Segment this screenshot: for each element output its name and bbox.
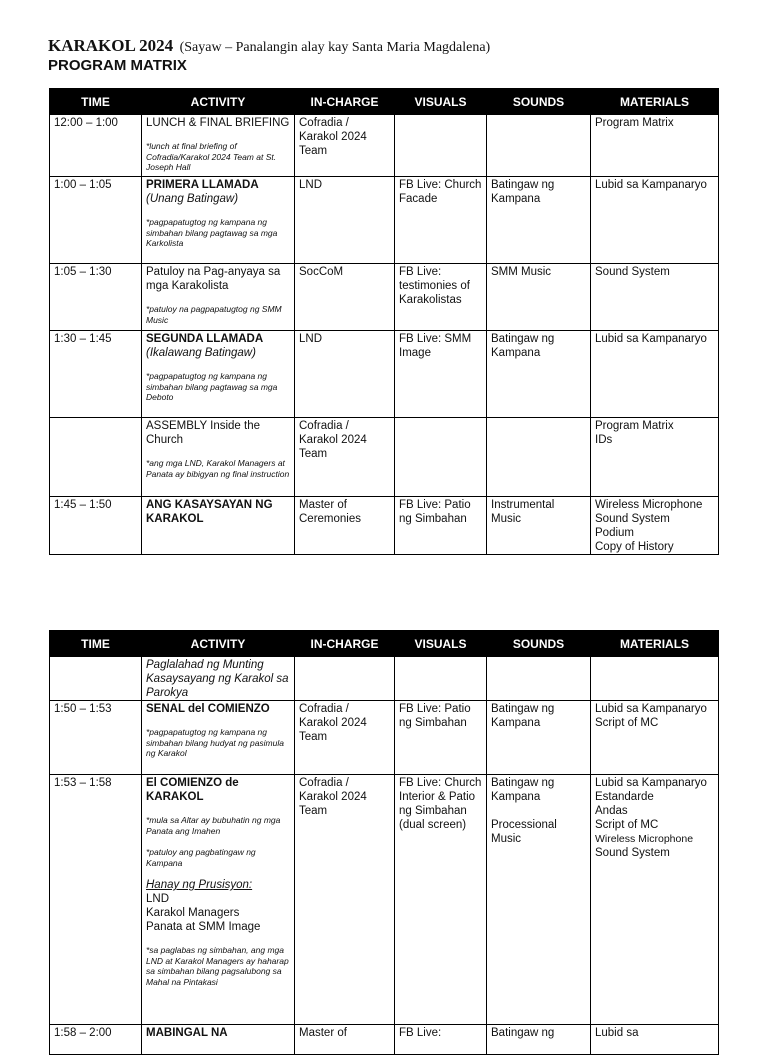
- cell-visuals: [395, 418, 487, 497]
- col-time: TIME: [50, 631, 142, 657]
- activity-note: *pagpapatugtog ng kampana ng simbahan bilang pagtawag sa mga Deboto: [146, 371, 278, 402]
- cell-sounds: Batingaw ng: [487, 1025, 591, 1055]
- cell-visuals: FB Live: Patio ng Simbahan: [395, 497, 487, 555]
- cell-sounds: SMM Music: [487, 264, 591, 331]
- cell-time: 1:50 – 1:53: [50, 701, 142, 775]
- cell-materials: Wireless Microphone Sound System Podium Copy of History: [591, 497, 719, 555]
- activity-subtitle: (Ikalawang Batingaw): [146, 347, 256, 359]
- cell-sounds: Instrumental Music: [487, 497, 591, 555]
- cell-in-charge: LND: [295, 331, 395, 418]
- activity-title: El COMIENZO de KARAKOL: [146, 777, 239, 803]
- table-row: [50, 701, 719, 775]
- cell-visuals: FB Live: SMM Image: [395, 331, 487, 418]
- cell-materials: Program Matrix IDs: [591, 418, 719, 497]
- table-row: [50, 115, 719, 177]
- title-main: KARAKOL 2024: [48, 36, 174, 55]
- activity-note: *pagpapatugtog ng kampana ng simbahan bilang pagtawag sa mga Karkolista: [146, 217, 278, 248]
- table-row: [50, 177, 719, 264]
- cell-sounds: [487, 775, 591, 1025]
- activity-title: SENAL del COMIENZO: [146, 703, 270, 715]
- cell-in-charge: Cofradia / Karakol 2024 Team: [295, 115, 395, 177]
- table-header-row: [50, 631, 719, 657]
- activity-title: LUNCH & FINAL BRIEFING: [146, 117, 290, 129]
- procession-order-list: LND Karakol Managers Panata at SMM Image: [146, 893, 261, 933]
- materials-list: Lubid sa Kampanaryo Estandarde Andas Script of MC: [595, 777, 707, 831]
- cell-activity: [142, 115, 295, 177]
- table-row: [50, 1025, 719, 1055]
- cell-time: [50, 657, 142, 701]
- activity-note: *patuloy na pagpapatugtog ng SMM Music: [146, 304, 282, 325]
- cell-visuals: FB Live: testimonies of Karakolistas: [395, 264, 487, 331]
- cell-time: 12:00 – 1:00: [50, 115, 142, 177]
- cell-time: 1:45 – 1:50: [50, 497, 142, 555]
- cell-time: 1:00 – 1:05: [50, 177, 142, 264]
- cell-activity: [142, 331, 295, 418]
- cell-visuals: FB Live: Patio ng Simbahan: [395, 701, 487, 775]
- table-row: [50, 657, 719, 701]
- activity-note: *pagpapatugtog ng kampana ng simbahan bilang hudyat ng pasimula ng Karakol: [146, 727, 284, 758]
- activity-note: *ang mga LND, Karakol Managers at Panata ay bibigyan ng final instruction: [146, 458, 290, 479]
- col-visuals: VISUALS: [395, 631, 487, 657]
- cell-visuals: FB Live:: [395, 1025, 487, 1055]
- table-row: [50, 331, 719, 418]
- col-in-charge: IN-CHARGE: [295, 89, 395, 115]
- table-row: [50, 264, 719, 331]
- cell-in-charge: [295, 657, 395, 701]
- col-activity: ACTIVITY: [142, 631, 295, 657]
- program-matrix-heading: PROGRAM MATRIX: [48, 57, 187, 74]
- activity-note: *sa paglabas ng simbahan, ang mga LND at Karakol Managers ay haharap sa simbahan bilang pagsalubong sa Mahal na Pintakasi: [146, 945, 289, 987]
- activity-note: *mula sa Altar ay bubuhatin ng mga Panata ang Imahen: [146, 815, 281, 836]
- col-sounds: SOUNDS: [487, 89, 591, 115]
- cell-in-charge: Cofradia / Karakol 2024 Team: [295, 418, 395, 497]
- col-materials: MATERIALS: [591, 89, 719, 115]
- cell-in-charge: SocCoM: [295, 264, 395, 331]
- activity-title: PRIMERA LLAMADA: [146, 179, 259, 191]
- col-activity: ACTIVITY: [142, 89, 295, 115]
- cell-activity: Paglalahad ng Munting Kasaysayang ng Karakol sa Parokya: [142, 657, 295, 701]
- cell-visuals: FB Live: Church Facade: [395, 177, 487, 264]
- cell-in-charge: Master of Ceremonies: [295, 497, 395, 555]
- cell-visuals: [395, 657, 487, 701]
- cell-time: 1:53 – 1:58: [50, 775, 142, 1025]
- cell-visuals: FB Live: Church Interior & Patio ng Simbahan (dual screen): [395, 775, 487, 1025]
- table-row: [50, 497, 719, 555]
- cell-sounds: [487, 115, 591, 177]
- col-in-charge: IN-CHARGE: [295, 631, 395, 657]
- program-matrix-table-1: [49, 88, 719, 555]
- cell-visuals: [395, 115, 487, 177]
- activity-title: Patuloy na Pag-anyaya sa mga Karakolista: [146, 266, 281, 292]
- activity-title: SEGUNDA LLAMADA: [146, 333, 264, 345]
- cell-materials: Lubid sa Kampanaryo Script of MC: [591, 701, 719, 775]
- activity-title: ASSEMBLY Inside the Church: [146, 420, 261, 446]
- cell-materials: [591, 775, 719, 1025]
- cell-activity: MABINGAL NA: [142, 1025, 295, 1055]
- sounds-item: Batingaw ng Kampana: [491, 777, 555, 803]
- cell-materials: Lubid sa Kampanaryo: [591, 331, 719, 418]
- program-matrix-table-2: [49, 630, 719, 1055]
- col-time: TIME: [50, 89, 142, 115]
- materials-item: Sound System: [595, 847, 670, 859]
- table-row: [50, 418, 719, 497]
- cell-sounds: [487, 418, 591, 497]
- cell-in-charge: Master of: [295, 1025, 395, 1055]
- col-visuals: VISUALS: [395, 89, 487, 115]
- cell-sounds: Batingaw ng Kampana: [487, 177, 591, 264]
- cell-in-charge: Cofradia / Karakol 2024 Team: [295, 701, 395, 775]
- document-title: [48, 36, 490, 56]
- col-sounds: SOUNDS: [487, 631, 591, 657]
- activity-subtitle: (Unang Batingaw): [146, 193, 239, 205]
- cell-in-charge: LND: [295, 177, 395, 264]
- cell-activity: [142, 177, 295, 264]
- table-row: [50, 775, 719, 1025]
- cell-materials: Sound System: [591, 264, 719, 331]
- cell-time: 1:05 – 1:30: [50, 264, 142, 331]
- cell-activity: ANG KASAYSAYAN NG KARAKOL: [142, 497, 295, 555]
- cell-time: [50, 418, 142, 497]
- title-subtitle: (Sayaw – Panalangin alay kay Santa Maria Magdalena): [179, 40, 491, 55]
- cell-activity: [142, 775, 295, 1025]
- cell-time: 1:30 – 1:45: [50, 331, 142, 418]
- cell-in-charge: Cofradia / Karakol 2024 Team: [295, 775, 395, 1025]
- cell-materials: Program Matrix: [591, 115, 719, 177]
- cell-activity: [142, 418, 295, 497]
- cell-time: 1:58 – 2:00: [50, 1025, 142, 1055]
- cell-sounds: Batingaw ng Kampana: [487, 331, 591, 418]
- col-materials: MATERIALS: [591, 631, 719, 657]
- procession-order-label: Hanay ng Prusisyon:: [146, 879, 253, 891]
- table-header-row: [50, 89, 719, 115]
- cell-activity: [142, 264, 295, 331]
- cell-materials: Lubid sa Kampanaryo: [591, 177, 719, 264]
- cell-sounds: [487, 657, 591, 701]
- activity-note: *lunch at final briefing of Cofradia/Karakol 2024 Team at St. Joseph Hall: [146, 141, 277, 172]
- activity-note: *patuloy ang pagbatingaw ng Kampana: [146, 847, 256, 868]
- cell-activity: [142, 701, 295, 775]
- cell-sounds: Batingaw ng Kampana: [487, 701, 591, 775]
- materials-item: Wireless Microphone: [595, 833, 694, 845]
- sounds-item: Processional Music: [491, 819, 557, 845]
- cell-materials: [591, 657, 719, 701]
- cell-materials: Lubid sa: [591, 1025, 719, 1055]
